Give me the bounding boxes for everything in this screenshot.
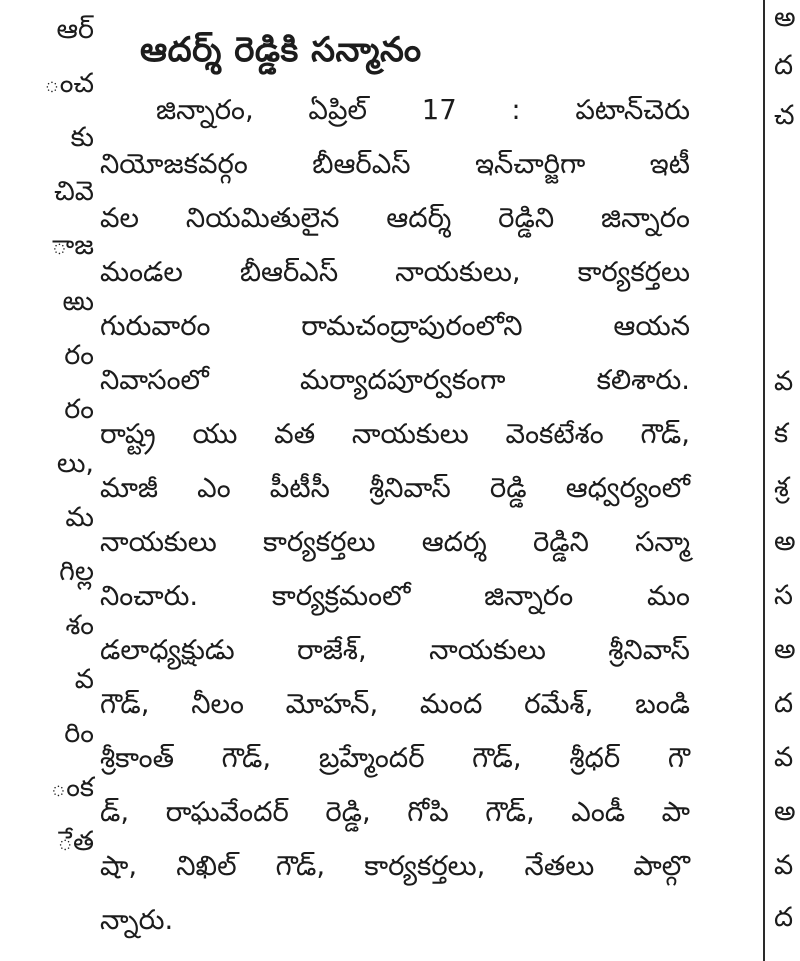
left-column-line: ేత bbox=[57, 826, 94, 857]
left-column-line: శం bbox=[65, 610, 94, 641]
article-body-line: రాష్ట్ర యు వత నాయకులు వెంకటేశం గౌడ్, bbox=[100, 418, 690, 450]
left-column-line: రం bbox=[64, 394, 94, 425]
left-column-line: రిం bbox=[64, 718, 94, 749]
article-body-line: మాజీ ఎం పీటీసీ శ్రీనివాస్ రెడ్డి ఆధ్వర్యంలో bbox=[100, 472, 690, 504]
article-body-line: షా, నిఖిల్ గౌడ్, కార్యకర్తలు, నేతలు పాల్గొ bbox=[100, 850, 690, 882]
left-column-line: గిల్ల bbox=[59, 556, 94, 587]
left-column-line: వ bbox=[74, 664, 94, 695]
article-body-line: శ్రీకాంత్ గౌడ్, బ్రహ్మేందర్ గౌడ్, శ్రీధర్ గౌ bbox=[100, 742, 690, 774]
right-column-line: వ bbox=[774, 366, 794, 397]
right-column-line: చ bbox=[774, 100, 795, 131]
left-column-line: మ bbox=[65, 502, 94, 533]
article-body-line: జిన్నారం, ఏప్రిల్ 17 : పటాన్‌చెరు bbox=[156, 94, 690, 126]
left-column-line: లు, bbox=[56, 448, 94, 479]
right-column-fragment bbox=[766, 0, 800, 961]
news-article bbox=[96, 0, 736, 961]
right-column-line: శ్ర bbox=[774, 472, 789, 503]
right-column-line: అ bbox=[774, 796, 796, 827]
right-column-line: వ bbox=[774, 742, 794, 773]
right-column-line: ద bbox=[774, 902, 794, 933]
article-body-line: డలాధ్యక్షుడు రాజేశ్, నాయకులు శ్రీనివాస్ bbox=[100, 634, 690, 666]
right-column-line: అ bbox=[774, 526, 796, 557]
left-column-line: రం bbox=[64, 340, 94, 371]
right-column-line: అ bbox=[774, 634, 796, 665]
left-column-line: కు bbox=[70, 122, 94, 153]
right-column-line: అ bbox=[774, 2, 796, 33]
article-body-line: వల నియమితులైన ఆదర్శ్ రెడ్డిని జిన్నారం bbox=[100, 202, 690, 234]
right-column-line: వ bbox=[774, 850, 794, 881]
article-body-line: మండల బీఆర్ఎస్ నాయకులు, కార్యకర్తలు bbox=[100, 256, 690, 288]
right-column-line: క bbox=[774, 418, 789, 449]
article-body-line: నివాసంలో మర్యాదపూర్వకంగా కలిశారు. bbox=[100, 364, 690, 396]
column-divider bbox=[763, 0, 765, 961]
right-column-line: ద bbox=[774, 50, 794, 81]
article-body-line: న్నారు. bbox=[100, 904, 174, 936]
left-column-fragment bbox=[0, 0, 96, 961]
left-column-line: ంక bbox=[50, 772, 94, 803]
left-column-line: చివె bbox=[54, 176, 94, 207]
article-body-line: గురువారం రామచంద్రాపురంలోని ఆయన bbox=[100, 310, 690, 342]
article-headline: ఆదర్శ్ రెడ్డికి సన్మానం bbox=[140, 30, 422, 70]
right-column-line: ద bbox=[774, 688, 794, 719]
article-body-line: డ్, రాఘవేందర్ రెడ్డి, గోపి గౌడ్, ఎండీ పా bbox=[100, 796, 690, 828]
left-column-line: ఆర్ bbox=[56, 14, 94, 45]
article-body-line: నించారు. కార్యక్రమంలో జిన్నారం మం bbox=[100, 580, 690, 612]
article-body-line: నియోజకవర్గం బీఆర్ఎస్ ఇన్‌చార్జిగా ఇటీ bbox=[100, 148, 690, 180]
left-column-line: ాజ bbox=[51, 230, 94, 261]
left-column-line: ంచ bbox=[44, 68, 94, 99]
right-column-line: స bbox=[774, 580, 793, 611]
article-body-line: గౌడ్, నీలం మోహన్, మంద రమేశ్, బండి bbox=[100, 688, 690, 720]
left-column-line: ఱు bbox=[62, 286, 94, 317]
article-body-line: నాయకులు కార్యకర్తలు ఆదర్శ రెడ్డిని సన్మా bbox=[100, 526, 690, 558]
